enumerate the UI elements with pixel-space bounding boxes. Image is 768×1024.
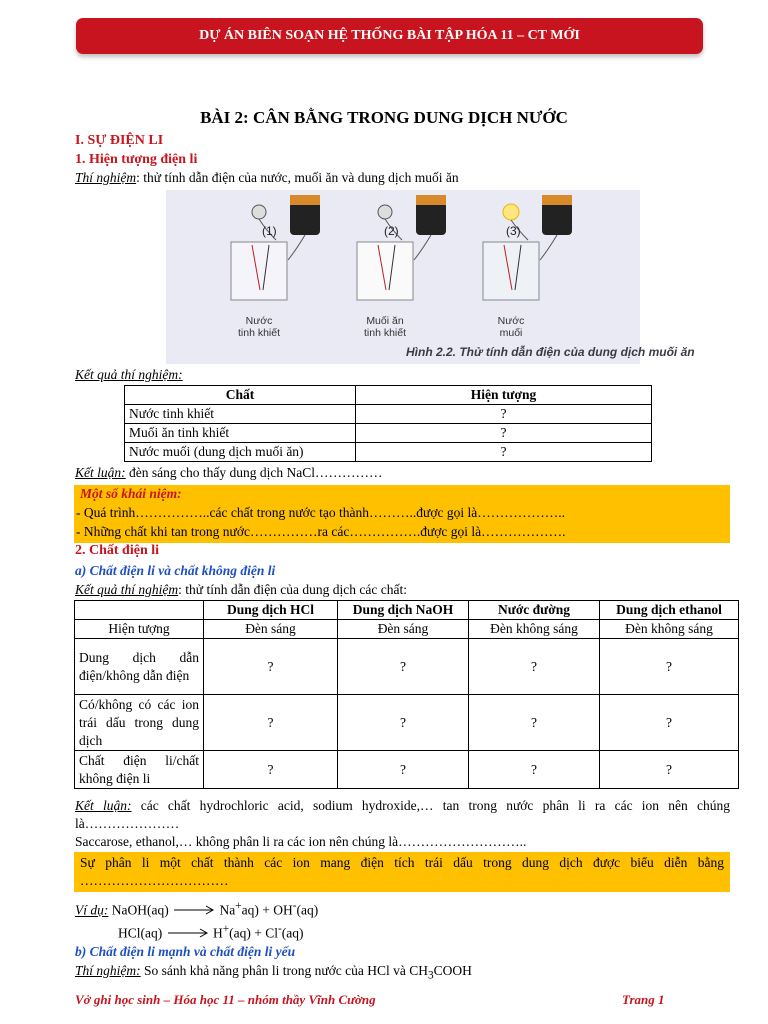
subsection-b: b) Chất điện li mạnh và chất điện li yếu <box>75 944 296 959</box>
setup-2 <box>357 195 446 300</box>
setup-1 <box>231 195 320 300</box>
table-row: Dung dịch dẫn điện/không dẫn điện ? ? ? ? <box>75 639 739 695</box>
experiment-figure <box>166 190 695 364</box>
arrow-right-icon <box>172 905 216 915</box>
page-title: BÀI 2: CÂN BẰNG TRONG DUNG DỊCH NƯỚC <box>200 108 568 127</box>
page-number: Trang 1 <box>622 992 665 1007</box>
table-row: Hiện tượng Đèn sáng Đèn sáng Đèn không sáng Đèn không sáng <box>75 620 739 639</box>
concepts-line-1: - Quá trình……………..các chất trong nước tạo thành………..được gọi là……………….. <box>76 505 565 520</box>
conclusion-1: Kết luận: đèn sáng cho thấy dung dịch NaCl…………… <box>75 465 383 480</box>
table1-header-phenomenon: Hiện tượng <box>356 386 652 405</box>
subsection-a: a) Chất điện li và chất không điện li <box>75 563 276 578</box>
subsection-heading-1: 1. Hiện tượng điện li <box>75 152 198 167</box>
equation-2: HCl(aq) H+(aq) + Cl-(aq) <box>118 923 304 941</box>
conclusion-2-line-2: Saccarose, ethanol,… không phân li ra các ion nên chúng là……………………….. <box>75 834 527 849</box>
beaker-label-3: Nước muối <box>497 315 525 339</box>
concepts-box <box>74 485 730 543</box>
figure-label-3: (3) <box>506 224 521 238</box>
experiment-label: Thí nghiệm <box>75 170 137 185</box>
highlight-box <box>74 852 730 892</box>
table-row: Muối ăn tinh khiết ? <box>125 424 652 443</box>
conclusion-2: Kết luận: các chất hydrochloric acid, sodium hydroxide,… tan trong nước phân li ra các ion nên chúng là………………… <box>75 798 730 831</box>
equation-1: Ví dụ: NaOH(aq) Na+aq) + OH-(aq) <box>75 900 319 918</box>
header-banner: DỰ ÁN BIÊN SOẠN HỆ THỐNG BÀI TẬP HÓA 11 – CT MỚI <box>76 18 703 54</box>
experiment-line <box>75 170 459 186</box>
table1-header-substance: Chất <box>125 386 356 405</box>
electrolyte-table: Dung dịch HCl Dung dịch NaOH Nước đường Dung dịch ethanol Hiện tượng Đèn sáng Đèn sáng Đèn không sáng Đèn không sáng Dung dịch dẫn điện/không dẫn điện ? ? ? ? Có/không có các ion trái dấu trong dung dịch ? ? ? ? Chất điện li/chất không điện li ? ? ? ? <box>74 600 739 789</box>
subsection-heading-2: 2. Chất điện li <box>75 543 160 558</box>
result2-line: Kết quả thí nghiệm: thử tính dẫn điện của dung dịch các chất: <box>75 582 407 597</box>
table-row: Nước tinh khiết ? <box>125 405 652 424</box>
figure-label-1: (1) <box>262 224 277 238</box>
footer-left: Vở ghi học sinh – Hóa học 11 – nhóm thầy Vĩnh Cường <box>75 992 376 1007</box>
result-label: Kết quả thí nghiệm: <box>75 367 183 382</box>
experiment-2-line: Thí nghiệm: So sánh khả năng phân li trong nước của HCl và $CH_3COOH$ <box>75 963 472 982</box>
concepts-title: Một số khái niệm: <box>80 486 182 501</box>
experiment-text: : thử tính dẫn điện của nước, muối ăn và dung dịch muối ăn <box>136 170 459 185</box>
table-row: Chất điện li/chất không điện li ? ? ? ? <box>75 751 739 789</box>
concepts-line-2: - Những chất khi tan trong nước……………ra các…………….được gọi là………………. <box>76 524 566 539</box>
table-row: Có/không có các ion trái dấu trong dung dịch ? ? ? ? <box>75 695 739 751</box>
figure-label-2: (2) <box>384 224 399 238</box>
table-row: Nước muối (dung dịch muối ăn) ? <box>125 443 652 462</box>
results-table <box>124 385 652 462</box>
setup-3 <box>483 195 572 300</box>
section-heading-1: I. SỰ ĐIỆN LI <box>75 133 164 148</box>
beaker-label-1: Nước tinh khiết <box>237 315 281 339</box>
beaker-label-2: Muối ăn tinh khiết <box>363 315 407 339</box>
highlight-text: Sự phân li một chất thành các ion mang điện tích trái dấu trong dung dịch được biểu diễn bằng …………………………… <box>80 855 724 888</box>
figure-caption: Hình 2.2. Thử tính dẫn điện của dung dịch muối ăn <box>406 345 695 359</box>
arrow-right-icon <box>166 928 210 938</box>
